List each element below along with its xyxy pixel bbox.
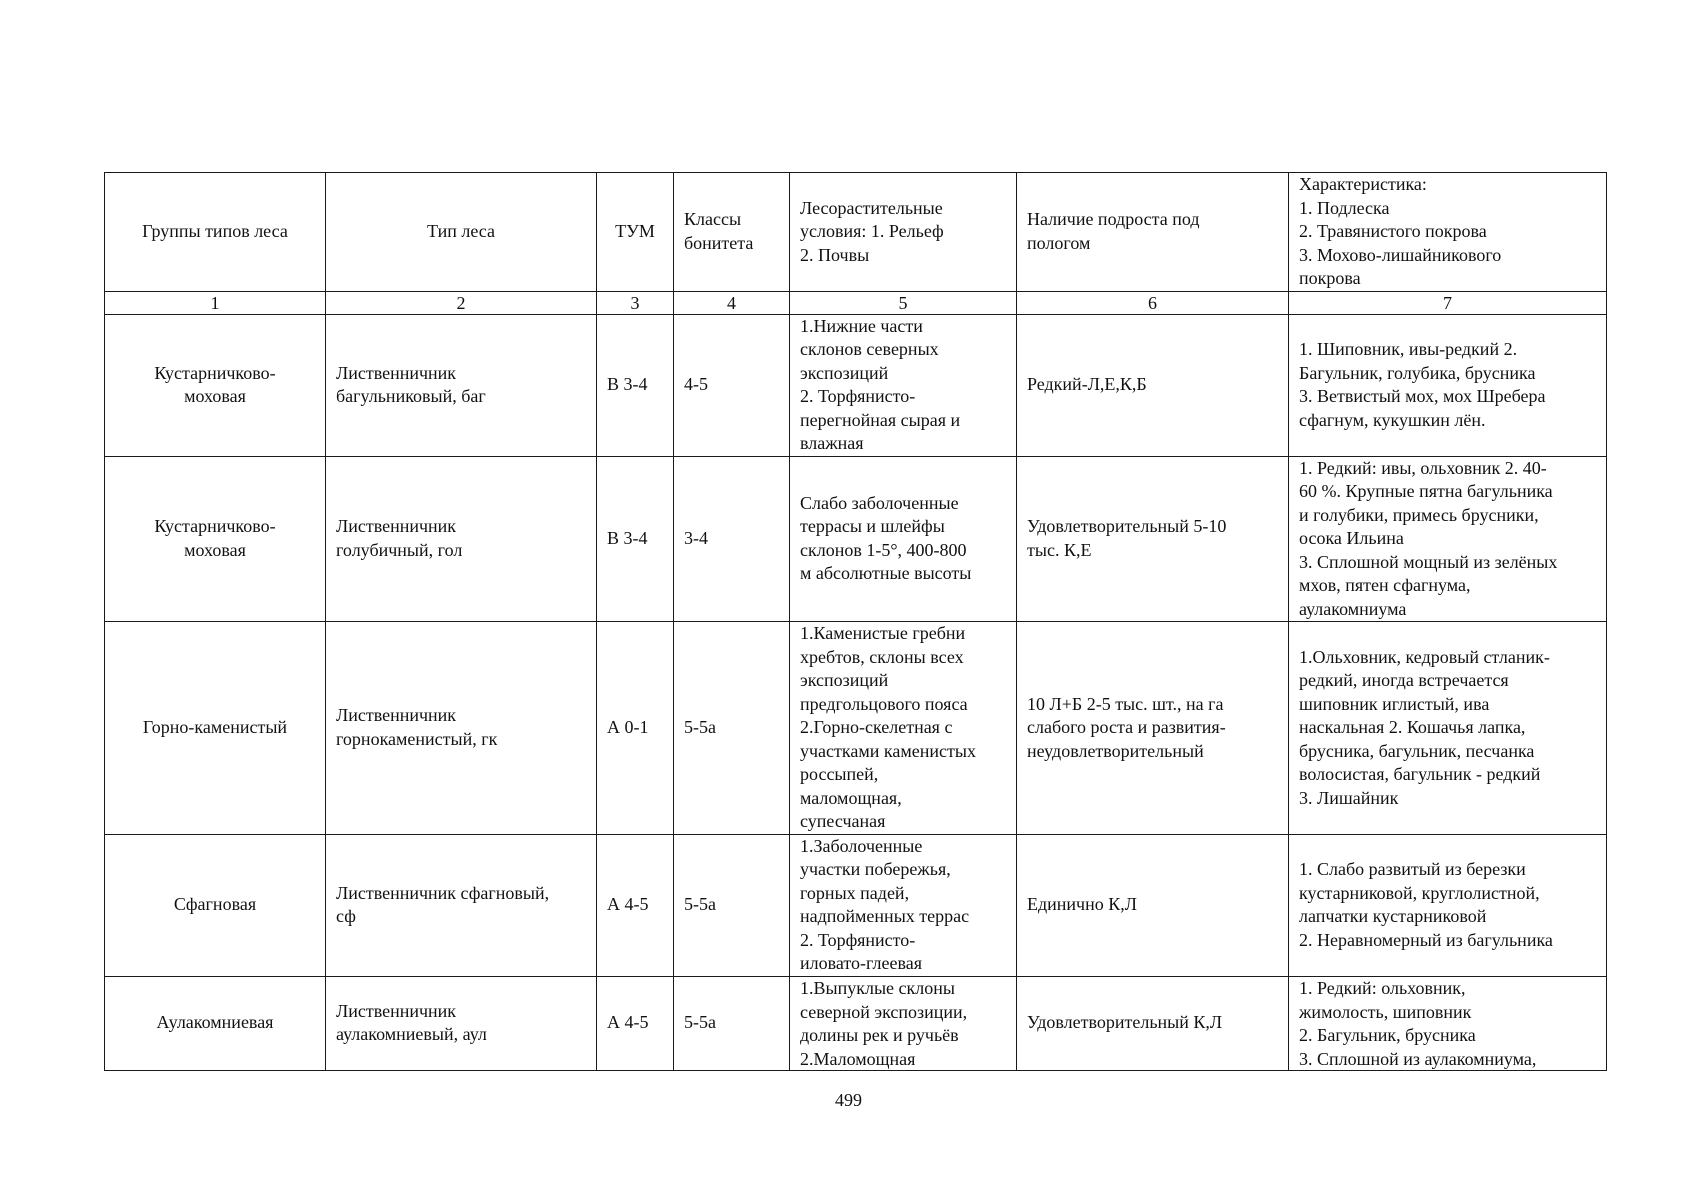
- cell-characteristics: 1. Редкий: ивы, ольховник 2. 40- 60 %. Крупные пятна багульника и голубики, примесь брусники, осока Ильина 3. Сплошной мощный из зелёных мхов, пятен сфагнума, аулакомниума: [1289, 456, 1607, 622]
- cell-conditions: Слабо заболоченные террасы и шлейфы склонов 1-5°, 400-800 м абсолютные высоты: [790, 456, 1017, 622]
- cell-bonitet: 4-5: [674, 314, 790, 456]
- cell-undergrowth: Удовлетворительный К,Л: [1017, 976, 1289, 1070]
- column-number-row: [105, 291, 1607, 314]
- cell-forest-group: Кустарничково- моховая: [105, 456, 326, 622]
- header-forest-group: Группы типов леса: [105, 173, 326, 292]
- column-number: 4: [674, 291, 790, 314]
- cell-forest-type: Лиственничник горнокаменистый, гк: [326, 622, 597, 835]
- header-characteristics: Характеристика: 1. Подлеска 2. Травянистого покрова 3. Мохово-лишайникового покрова: [1289, 173, 1607, 292]
- cell-forest-type: Лиственничник сфагновый, сф: [326, 834, 597, 976]
- column-number: 1: [105, 291, 326, 314]
- cell-conditions: 1.Заболоченные участки побережья, горных падей, надпойменных террас 2. Торфянисто- иловато-глеевая: [790, 834, 1017, 976]
- table-row: [105, 976, 1607, 1070]
- column-number: 6: [1017, 291, 1289, 314]
- cell-conditions: 1.Каменистые гребни хребтов, склоны всех экспозиций предгольцового пояса 2.Горно-скелетная с участками каменистых россыпей, маломощная, супесчаная: [790, 622, 1017, 835]
- cell-forest-group: Сфагновая: [105, 834, 326, 976]
- cell-tum: А 4-5: [597, 834, 674, 976]
- cell-conditions: 1.Нижние части склонов северных экспозиций 2. Торфянисто- перегнойная сырая и влажная: [790, 314, 1017, 456]
- cell-characteristics: 1. Слабо развитый из березки кустарниковой, круглолистной, лапчатки кустарниковой 2. Неравномерный из багульника: [1289, 834, 1607, 976]
- cell-forest-type: Лиственничник аулакомниевый, аул: [326, 976, 597, 1070]
- table-row: [105, 622, 1607, 835]
- cell-characteristics: 1.Ольховник, кедровый стланик- редкий, иногда встречается шиповник иглистый, ива наскальная 2. Кошачья лапка, брусника, багульник, песчанка волосистая, багульник - редкий 3. Лишайник: [1289, 622, 1607, 835]
- column-number: 2: [326, 291, 597, 314]
- cell-characteristics: 1. Редкий: ольховник, жимолость, шиповник 2. Багульник, брусника 3. Сплошной из аулакомниума,: [1299, 978, 1537, 1069]
- cell-forest-group: Аулакомниевая: [105, 976, 326, 1070]
- header-row: [105, 173, 1607, 292]
- cell-forest-group: Кустарничково- моховая: [105, 314, 326, 456]
- cell-tum: А 0-1: [597, 622, 674, 835]
- header-growing-conditions: Лесорастительные условия: 1. Рельеф 2. Почвы: [790, 173, 1017, 292]
- cell-forest-type: Лиственничник голубичный, гол: [326, 456, 597, 622]
- cell-undergrowth: Единично К,Л: [1017, 834, 1289, 976]
- cell-characteristics-wrapper: [1289, 976, 1607, 1070]
- cell-bonitet: 5-5а: [674, 976, 790, 1070]
- forest-types-table: [104, 172, 1607, 1071]
- table-row: [105, 834, 1607, 976]
- table-row: [105, 456, 1607, 622]
- cell-undergrowth: Редкий-Л,Е,К,Б: [1017, 314, 1289, 456]
- cell-characteristics: 1. Шиповник, ивы-редкий 2. Багульник, голубика, брусника 3. Ветвистый мох, мох Шребера сфагнум, кукушкин лён.: [1289, 314, 1607, 456]
- column-number: 3: [597, 291, 674, 314]
- cell-tum: А 4-5: [597, 976, 674, 1070]
- cell-conditions-wrapper: [790, 976, 1017, 1070]
- header-undergrowth: Наличие подроста под пологом: [1017, 173, 1289, 292]
- page-number: 499: [835, 1090, 862, 1110]
- cell-tum: В 3-4: [597, 456, 674, 622]
- table-row: [105, 314, 1607, 456]
- cell-forest-type: Лиственничник багульниковый, баг: [326, 314, 597, 456]
- cell-undergrowth: Удовлетворительный 5-10 тыс. К,Е: [1017, 456, 1289, 622]
- cell-undergrowth: 10 Л+Б 2-5 тыс. шт., на га слабого роста и развития- неудовлетворительный: [1017, 622, 1289, 835]
- cell-conditions: 1.Выпуклые склоны северной экспозиции, долины рек и ручьёв 2.Маломощная: [800, 978, 968, 1069]
- header-bonitet-classes: Классы бонитета: [674, 173, 790, 292]
- column-number: 5: [790, 291, 1017, 314]
- cell-bonitet: 5-5а: [674, 834, 790, 976]
- cell-forest-group: Горно-каменистый: [105, 622, 326, 835]
- header-tum: ТУМ: [597, 173, 674, 292]
- header-forest-type: Тип леса: [326, 173, 597, 292]
- column-number: 7: [1289, 291, 1607, 314]
- cell-tum: В 3-4: [597, 314, 674, 456]
- cell-bonitet: 5-5а: [674, 622, 790, 835]
- cell-bonitet: 3-4: [674, 456, 790, 622]
